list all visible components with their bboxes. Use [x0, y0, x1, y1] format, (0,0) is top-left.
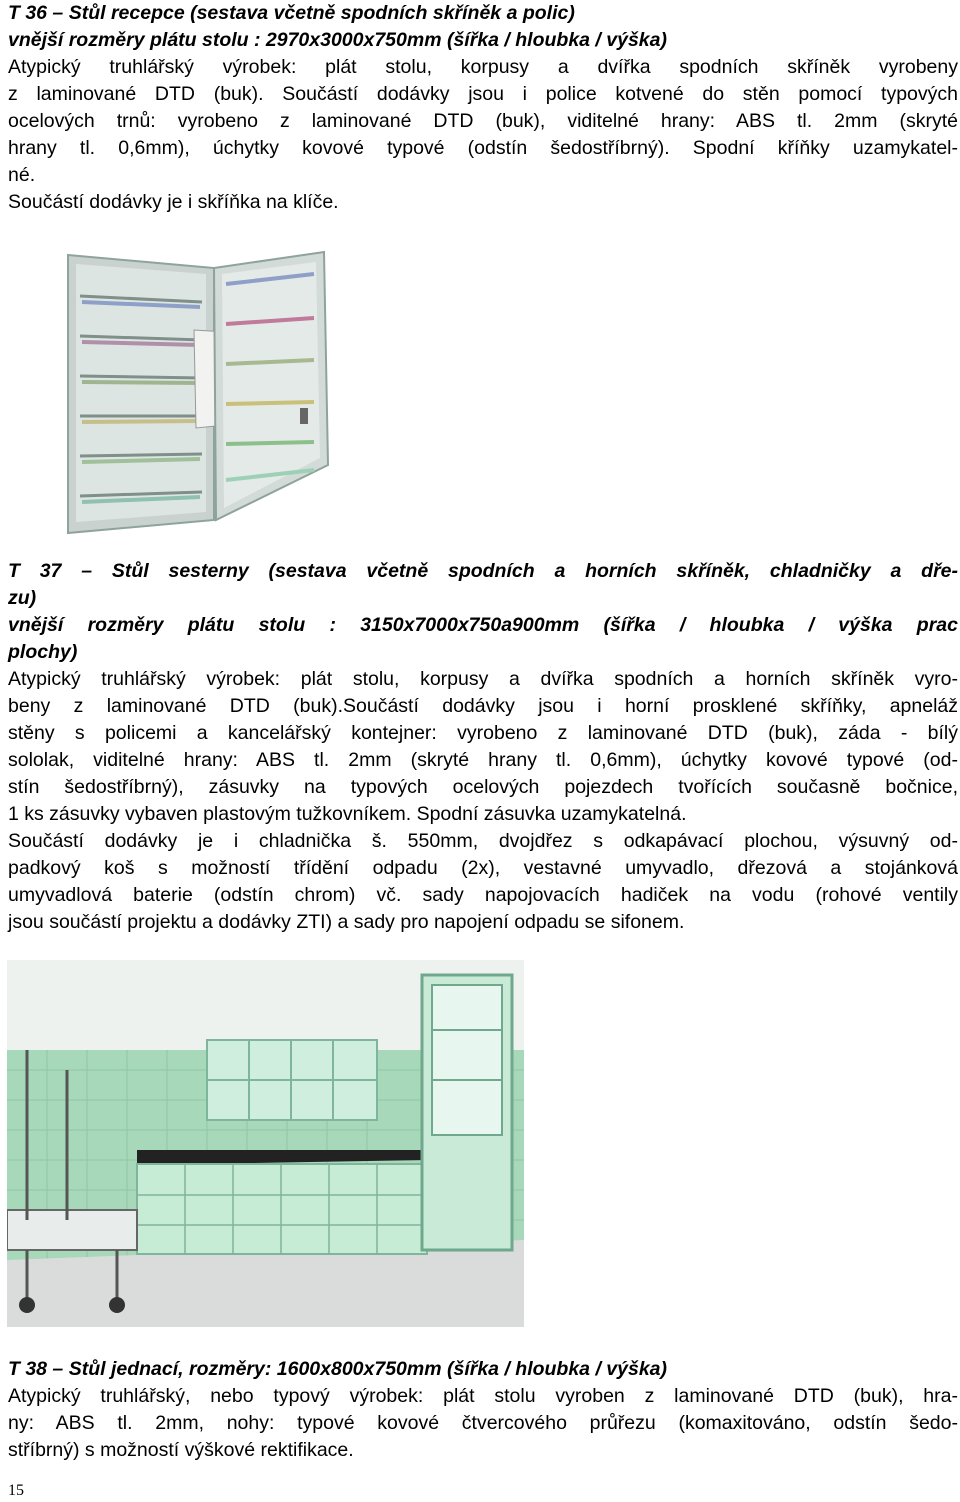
t37-text-line: Atypický truhlářský výrobek: plát stolu, korpusy a dvířka spodních a horních skříněk vyro-	[8, 668, 958, 690]
t37-text-line: stěny s policemi a kancelářský kontejner: vyrobeno z laminované DTD (buk), záda - bílý	[8, 722, 958, 744]
t37-text-line: stín šedostříbrný), zásuvky na typových ocelových pojezdech tvořících současně bočnice,	[8, 776, 958, 798]
t37-heading: T 37 – Stůl sesterny (sestava včetně spodních a horních skříněk, chladničky a dře-	[8, 560, 958, 582]
t37-text-line: sololak, viditelné hrany: ABS tl. 2mm (skryté hrany tl. 0,6mm), úchytky kovové typové (od-	[8, 749, 958, 771]
t38-text-line: Atypický truhlářský, nebo typový výrobek: plát stolu vyroben z laminované DTD (buk), hra-	[8, 1385, 958, 1407]
t36-text-line: né.	[8, 164, 36, 186]
t37-text-line: padkový koš s možností třídění odpadu (2x), vestavné umyvadlo, dřezová a stojánková	[8, 857, 958, 879]
section-t36	[8, 0, 958, 216]
t36-heading: T 36 – Stůl recepce (sestava včetně spodních skříněk a polic)	[8, 2, 575, 24]
t38-text-line: ny: ABS tl. 2mm, nohy: typové kovové čtvercového průřezu (komaxitováno, odstín šedo-	[8, 1412, 958, 1434]
section-t38	[8, 1356, 958, 1464]
t38-heading: T 38 – Stůl jednací, rozměry: 1600x800x750mm (šířka / hloubka / výška)	[8, 1358, 668, 1380]
t37-text-line: 1 ks zásuvky vybaven plastovým tužkovníkem. Spodní zásuvka uzamykatelná.	[8, 803, 687, 825]
t36-text-line: Atypický truhlářský výrobek: plát stolu, korpusy a dvířka spodních skříněk vyrobeny	[8, 56, 958, 78]
t36-text-line: z laminované DTD (buk). Součástí dodávky jsou i police kotvené do stěn pomocí typových	[8, 83, 958, 105]
t37-text-line: beny z laminované DTD (buk).Součástí dodávky jsou i horní prosklené skříňky, apneláž	[8, 695, 958, 717]
page-number: 15	[8, 1482, 24, 1499]
t36-text-line: ocelových trnů: vyrobeno z laminované DTD (buk), viditelné hrany: ABS tl. 2mm (skryté	[8, 110, 958, 132]
section-t37	[8, 558, 958, 936]
t37-text-line: Součástí dodávky je i chladnička š. 550mm, dvojdřez s odkapávací plochou, výsuvný od-	[8, 830, 958, 852]
key-cabinet-photo	[66, 250, 334, 535]
t37-text-line: umyvadlová baterie (odstín chrom) vč. sady napojovacích hadiček na vodu (rohové ventily	[8, 884, 958, 906]
t37-text-line: jsou součástí projektu a dodávky ZTI) a sady pro napojení odpadu se sifonem.	[8, 911, 685, 933]
t37-dimensions-cont: plochy)	[8, 641, 78, 663]
t36-text-line: Součástí dodávky je i skříňka na klíče.	[8, 191, 339, 213]
nurse-station-photo	[7, 960, 524, 1327]
t37-dimensions: vnější rozměry plátu stolu : 3150x7000x750a900mm (šířka / hloubka / výška prac	[8, 614, 958, 636]
t36-text-line: hrany tl. 0,6mm), úchytky kovové typové (odstín šedostříbrný). Spodní kříňky uzamykatel-	[8, 137, 958, 159]
t36-dimensions: vnější rozměry plátu stolu : 2970x3000x750mm (šířka / hloubka / výška)	[8, 29, 667, 51]
t37-heading-cont: zu)	[8, 587, 37, 609]
t38-text-line: stříbrný) s možností výškové rektifikace.	[8, 1439, 354, 1461]
